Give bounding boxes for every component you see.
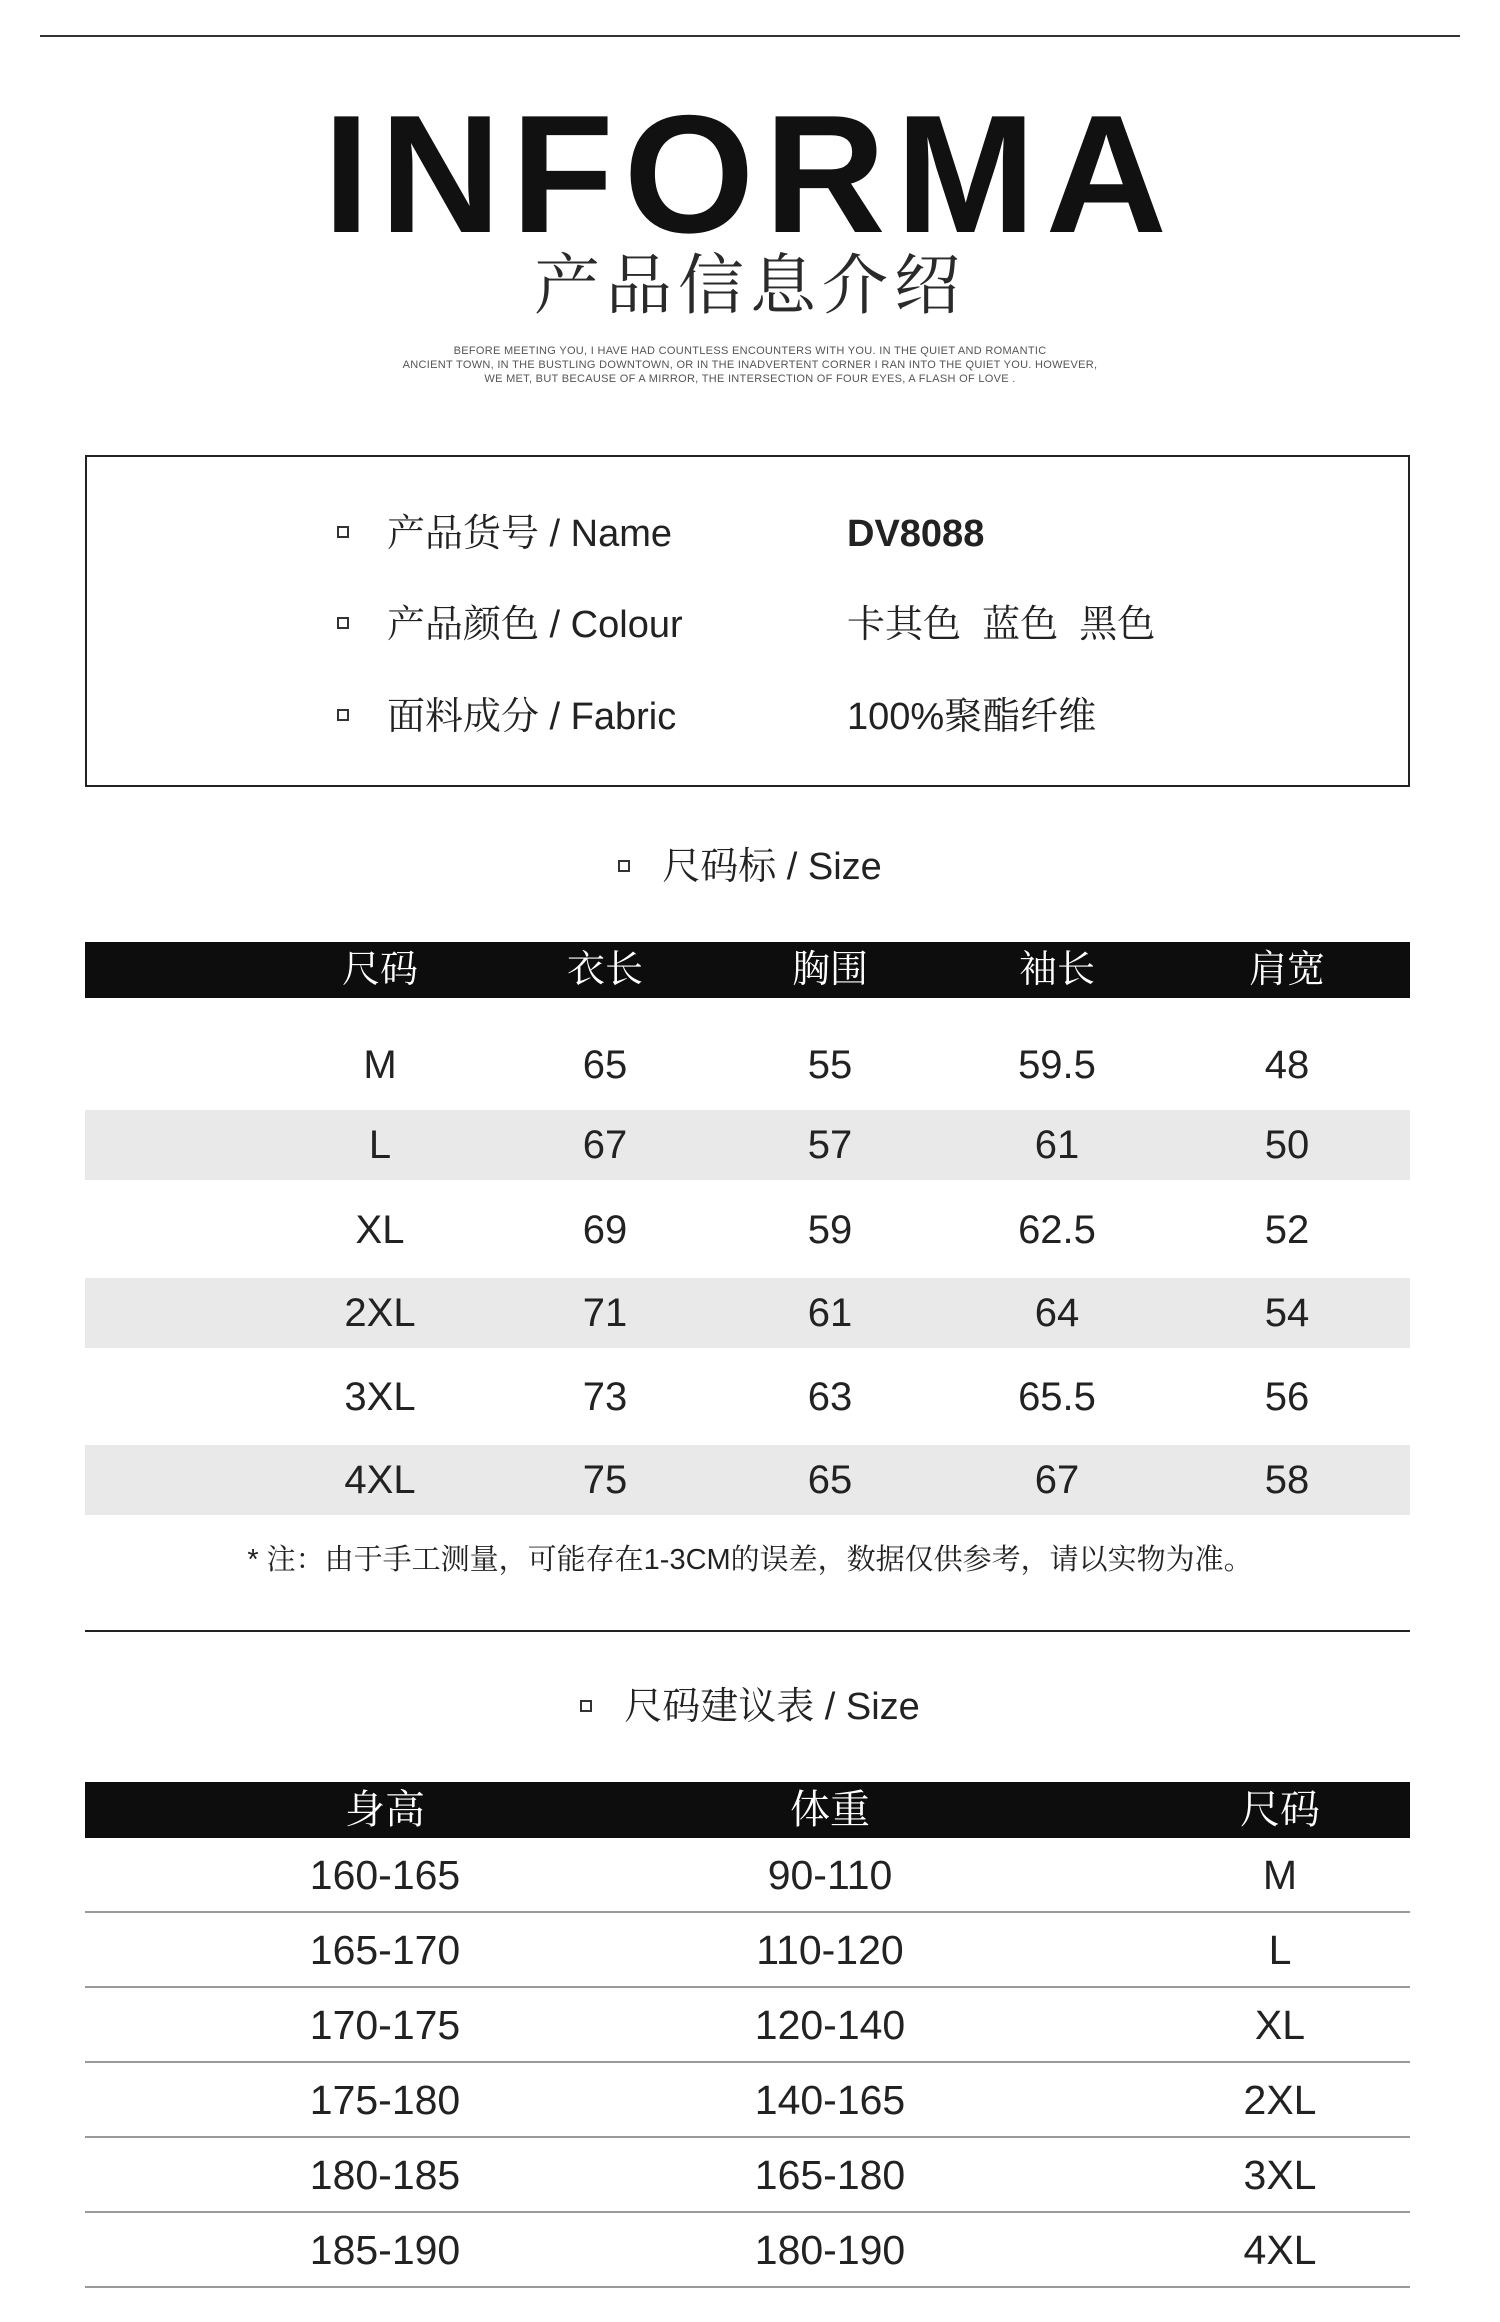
info-label: 产品货号 / Name bbox=[387, 513, 673, 555]
square-bullet-icon bbox=[580, 1700, 592, 1712]
table-cell: 4XL bbox=[344, 1458, 416, 1502]
info-row-colour bbox=[87, 595, 1408, 655]
table-cell: 61 bbox=[807, 1291, 853, 1335]
table-cell: 62.5 bbox=[1018, 1208, 1096, 1252]
table-cell: L bbox=[1268, 1927, 1292, 1973]
table-cell: 57 bbox=[807, 1123, 853, 1167]
measurement-note: * 注：由于手工测量，可能存在1-3CM的误差，数据仅供参考，请以实物为准。 bbox=[247, 1544, 1253, 1576]
table-cell: 73 bbox=[582, 1375, 628, 1419]
column-header: 肩宽 bbox=[1248, 949, 1325, 991]
column-header: 身高 bbox=[345, 1788, 425, 1832]
table-cell: 90-110 bbox=[767, 1852, 893, 1898]
section-title: 尺码建议表 / Size bbox=[624, 1686, 920, 1728]
size-table-row bbox=[85, 1020, 1410, 1086]
size-table-row bbox=[85, 1110, 1410, 1180]
table-cell: 54 bbox=[1264, 1291, 1310, 1335]
info-label: 产品颜色 / Colour bbox=[387, 604, 683, 646]
decorative-blurb bbox=[0, 344, 1500, 386]
size-table-row bbox=[85, 1278, 1410, 1348]
size-table-row bbox=[85, 1445, 1410, 1515]
top-divider bbox=[40, 35, 1460, 37]
table-cell: 71 bbox=[582, 1291, 628, 1335]
table-cell: 3XL bbox=[344, 1375, 416, 1419]
table-cell: 2XL bbox=[344, 1291, 416, 1335]
table-cell: 2XL bbox=[1243, 2077, 1317, 2123]
table-cell: 56 bbox=[1264, 1375, 1310, 1419]
recommend-table-row bbox=[85, 1913, 1410, 1988]
table-cell: 55 bbox=[807, 1043, 853, 1087]
section-title: 尺码标 / Size bbox=[662, 846, 882, 888]
table-cell: XL bbox=[355, 1208, 405, 1252]
recommend-table-header bbox=[85, 1782, 1410, 1838]
table-cell: 48 bbox=[1264, 1043, 1310, 1087]
table-cell: 69 bbox=[582, 1208, 628, 1252]
page-subtitle: 产品信息介绍 bbox=[534, 248, 966, 322]
table-cell: 52 bbox=[1264, 1208, 1310, 1252]
table-cell: 65 bbox=[582, 1043, 628, 1087]
table-cell: 65.5 bbox=[1018, 1375, 1096, 1419]
table-cell: 59.5 bbox=[1018, 1043, 1096, 1087]
table-cell: 61 bbox=[1034, 1123, 1080, 1167]
table-cell: 165-180 bbox=[754, 2152, 906, 2198]
table-cell: M bbox=[1262, 1852, 1298, 1898]
blurb-line: WE MET, BUT BECAUSE OF A MIRROR, THE INTERSECTION OF FOUR EYES, A FLASH OF LOVE . bbox=[484, 373, 1016, 385]
table-cell: XL bbox=[1254, 2002, 1306, 2048]
table-cell: 4XL bbox=[1243, 2227, 1317, 2273]
column-header: 尺码 bbox=[1240, 1788, 1320, 1832]
table-cell: 67 bbox=[582, 1123, 628, 1167]
info-value: 卡其色 蓝色 黑色 bbox=[847, 604, 1156, 646]
table-cell: 180-185 bbox=[309, 2152, 461, 2198]
square-bullet-icon bbox=[337, 617, 349, 629]
size-table-row bbox=[85, 1362, 1410, 1432]
table-cell: 63 bbox=[807, 1375, 853, 1419]
recommend-table-row bbox=[85, 1988, 1410, 2063]
table-cell: 165-170 bbox=[309, 1927, 461, 1973]
table-cell: M bbox=[363, 1043, 397, 1087]
table-cell: 110-120 bbox=[756, 1927, 904, 1973]
recommend-table-row bbox=[85, 1838, 1410, 1913]
blurb-line: ANCIENT TOWN, IN THE BUSTLING DOWNTOWN, OR IN THE INADVERTENT CORNER I RAN INTO THE QUIET YOU. HOWEVER, bbox=[402, 359, 1098, 371]
table-cell: 140-165 bbox=[754, 2077, 906, 2123]
recommend-table-row bbox=[85, 2213, 1410, 2288]
info-row-fabric bbox=[87, 687, 1408, 747]
recommend-table-row bbox=[85, 2063, 1410, 2138]
table-cell: 75 bbox=[582, 1458, 628, 1502]
column-header: 胸围 bbox=[791, 949, 868, 991]
table-cell: 180-190 bbox=[754, 2227, 906, 2273]
column-header: 体重 bbox=[790, 1788, 870, 1832]
table-cell: 65 bbox=[807, 1458, 853, 1502]
info-value: DV8088 bbox=[847, 513, 985, 555]
info-label: 面料成分 / Fabric bbox=[387, 696, 677, 738]
recommend-table-row bbox=[85, 2138, 1410, 2213]
table-cell: 59 bbox=[807, 1208, 853, 1252]
product-info-box bbox=[85, 455, 1410, 787]
table-cell: 175-180 bbox=[309, 2077, 461, 2123]
table-cell: 58 bbox=[1264, 1458, 1310, 1502]
table-cell: 50 bbox=[1264, 1123, 1310, 1167]
table-cell: 170-175 bbox=[309, 2002, 461, 2048]
square-bullet-icon bbox=[618, 860, 630, 872]
table-cell: 185-190 bbox=[309, 2227, 461, 2273]
section-divider bbox=[85, 1630, 1410, 1632]
table-cell: 64 bbox=[1034, 1291, 1080, 1335]
table-cell: 120-140 bbox=[754, 2002, 906, 2048]
info-value: 100%聚酯纤维 bbox=[847, 696, 1097, 738]
recommend-table-heading bbox=[0, 1682, 1500, 1732]
column-header: 衣长 bbox=[566, 949, 643, 991]
size-table-header bbox=[85, 942, 1410, 998]
table-cell: 160-165 bbox=[309, 1852, 461, 1898]
table-cell: 3XL bbox=[1243, 2152, 1317, 2198]
table-cell: L bbox=[368, 1123, 392, 1167]
square-bullet-icon bbox=[337, 526, 349, 538]
column-header: 尺码 bbox=[341, 949, 418, 991]
size-table-heading bbox=[0, 842, 1500, 892]
blurb-line: BEFORE MEETING YOU, I HAVE HAD COUNTLESS ENCOUNTERS WITH YOU. IN THE QUIET AND ROMANTIC bbox=[453, 345, 1047, 357]
info-row-name bbox=[87, 504, 1408, 564]
page-title: INFORMA bbox=[323, 80, 1177, 268]
square-bullet-icon bbox=[337, 709, 349, 721]
column-header: 袖长 bbox=[1018, 949, 1095, 991]
table-cell: 67 bbox=[1034, 1458, 1080, 1502]
size-table-row bbox=[85, 1195, 1410, 1265]
